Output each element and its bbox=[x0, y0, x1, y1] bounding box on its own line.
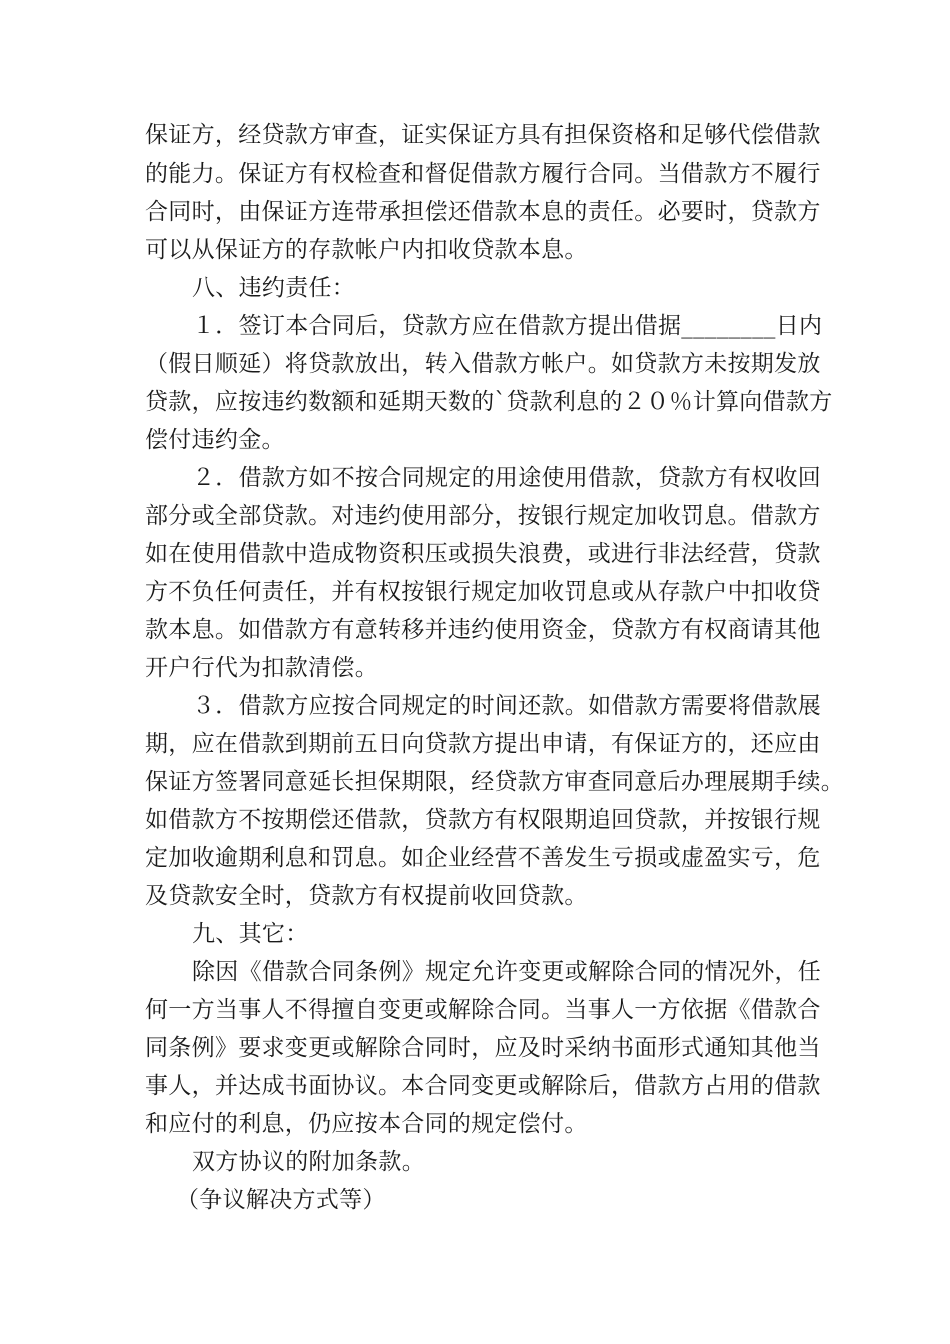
paragraph-line: 开户行代为扣款清偿。 bbox=[145, 655, 378, 681]
paragraph-line: 贷款，应按违约数额和延期天数的`贷款利息的２０％计算向借款方 bbox=[145, 389, 833, 415]
paragraph-line: 除因《借款合同条例》规定允许变更或解除合同的情况外，任 bbox=[192, 959, 822, 985]
paragraph-line: 事人，并达成书面协议。本合同变更或解除后，借款方占用的借款 bbox=[145, 1073, 821, 1099]
paragraph-line: 定加收逾期利息和罚息。如企业经营不善发生亏损或虚盈实亏，危 bbox=[145, 845, 821, 871]
paragraph-line: 同条例》要求变更或解除合同时，应及时采纳书面形式通知其他当 bbox=[145, 1035, 821, 1061]
paragraph-line: 款本息。如借款方有意转移并违约使用资金，贷款方有权商请其他 bbox=[145, 617, 821, 643]
paragraph-line: 的能力。保证方有权检查和督促借款方履行合同。当借款方不履行 bbox=[145, 161, 821, 187]
paragraph-line: 双方协议的附加条款。 bbox=[192, 1149, 425, 1175]
section-heading: 八、违约责任： bbox=[192, 275, 356, 301]
paragraph-line: 部分或全部贷款。对违约使用部分，按银行规定加收罚息。借款方 bbox=[145, 503, 821, 529]
paragraph-line: 保证方，经贷款方审查，证实保证方具有担保资格和足够代偿借款 bbox=[145, 122, 821, 148]
paragraph-line: （假日顺延）将贷款放出，转入借款方帐户。如贷款方未按期发放 bbox=[145, 351, 821, 377]
paragraph-line: 保证方签署同意延长担保期限，经贷款方审查同意后办理展期手续。 bbox=[145, 769, 844, 795]
paragraph-line: 何一方当事人不得擅自变更或解除合同。当事人一方依据《借款合 bbox=[145, 997, 821, 1023]
paragraph-line: 及贷款安全时，贷款方有权提前收回贷款。 bbox=[145, 883, 588, 909]
paragraph-line: 如在使用借款中造成物资积压或损失浪费，或进行非法经营，贷款 bbox=[145, 541, 821, 567]
paragraph-line: （争议解决方式等） bbox=[176, 1187, 386, 1213]
paragraph-line: 如借款方不按期偿还借款，贷款方有权限期追回贷款，并按银行规 bbox=[145, 807, 821, 833]
paragraph-line: １．签订本合同后，贷款方应在借款方提出借据________日内 bbox=[192, 313, 823, 339]
paragraph-line: 和应付的利息，仍应按本合同的规定偿付。 bbox=[145, 1111, 588, 1137]
paragraph-line: 偿付违约金。 bbox=[145, 427, 285, 453]
paragraph-line: 方不负任何责任，并有权按银行规定加收罚息或从存款户中扣收贷 bbox=[145, 579, 821, 605]
paragraph-line: 可以从保证方的存款帐户内扣收贷款本息。 bbox=[145, 237, 588, 263]
paragraph-line: ２．借款方如不按合同规定的用途使用借款，贷款方有权收回 bbox=[192, 465, 822, 491]
paragraph-line: 合同时，由保证方连带承担偿还借款本息的责任。必要时，贷款方 bbox=[145, 199, 821, 225]
paragraph-line: ３．借款方应按合同规定的时间还款。如借款方需要将借款展 bbox=[192, 693, 822, 719]
paragraph-line: 期，应在借款到期前五日向贷款方提出申请，有保证方的，还应由 bbox=[145, 731, 821, 757]
section-heading: 九、其它： bbox=[192, 921, 309, 947]
